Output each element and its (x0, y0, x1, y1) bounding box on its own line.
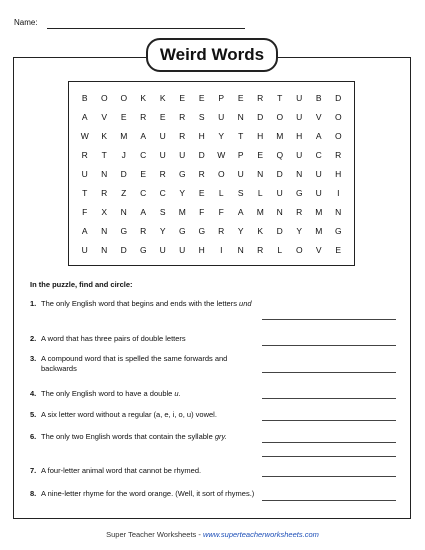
question-6 (30, 432, 260, 442)
grid-letter[interactable]: E (335, 244, 342, 255)
grid-letter[interactable]: O (334, 111, 342, 122)
grid-letter[interactable]: S (159, 206, 166, 217)
answer-line-4[interactable] (262, 398, 396, 399)
grid-letter[interactable]: H (296, 130, 303, 141)
grid-letter[interactable]: M (315, 225, 323, 236)
question-text: The only English word to have a double u. (41, 389, 181, 398)
question-text: A compound word that is spelled the same forwards and backwards (41, 354, 228, 373)
question-7 (30, 466, 260, 476)
grid-letter[interactable]: N (101, 168, 108, 179)
grid-letter[interactable]: V (315, 244, 322, 255)
grid-letter[interactable]: N (276, 206, 283, 217)
answer-line-3[interactable] (262, 372, 396, 373)
answer-line-2[interactable] (262, 345, 396, 346)
grid-letter[interactable]: D (257, 111, 264, 122)
grid-letter[interactable]: U (315, 187, 322, 198)
name-label: Name: (14, 18, 38, 27)
grid-letter[interactable]: J (121, 149, 126, 160)
grid-letter[interactable]: V (315, 111, 322, 122)
grid-letter[interactable]: R (179, 130, 186, 141)
grid-letter[interactable]: G (178, 225, 186, 236)
grid-letter[interactable]: P (218, 92, 225, 103)
grid-letter[interactable]: U (296, 111, 303, 122)
answer-line-6a[interactable] (262, 442, 396, 443)
grid-letter[interactable]: R (101, 187, 108, 198)
grid-letter[interactable]: A (237, 206, 244, 217)
instructions: In the puzzle, find and circle: (30, 280, 133, 289)
grid-letter[interactable]: O (276, 111, 284, 122)
grid-letter[interactable]: A (81, 225, 88, 236)
grid-letter[interactable]: R (198, 168, 205, 179)
question-number: 7. (30, 466, 37, 475)
grid-letter[interactable]: U (179, 244, 186, 255)
grid-letter[interactable]: U (81, 244, 88, 255)
grid-letter[interactable]: U (179, 149, 186, 160)
grid-letter[interactable]: F (199, 206, 205, 217)
question-4 (30, 389, 260, 399)
grid-letter[interactable]: S (237, 187, 244, 198)
grid-letter[interactable]: O (295, 244, 303, 255)
question-8 (30, 489, 260, 499)
grid-letter[interactable]: G (334, 225, 342, 236)
grid-letter[interactable]: Y (159, 225, 166, 236)
question-number: 8. (30, 489, 37, 498)
grid-letter[interactable]: A (140, 130, 147, 141)
grid-letter[interactable]: M (178, 206, 186, 217)
grid-letter[interactable]: K (140, 92, 147, 103)
grid-letter[interactable]: N (335, 206, 342, 217)
grid-letter[interactable]: M (256, 206, 264, 217)
answer-line-5[interactable] (262, 420, 396, 421)
grid-letter[interactable]: T (238, 130, 244, 141)
grid-letter[interactable]: Z (121, 187, 127, 198)
footer-text: Super Teacher Worksheets - (106, 530, 203, 539)
grid-letter[interactable]: Y (179, 187, 186, 198)
page-title: Weird Words (146, 38, 278, 72)
grid-letter[interactable]: D (120, 244, 127, 255)
grid-letter[interactable]: E (120, 111, 127, 122)
grid-letter[interactable]: N (101, 244, 108, 255)
answer-line-8[interactable] (262, 500, 396, 501)
grid-letter[interactable]: F (82, 206, 88, 217)
grid-letter[interactable]: G (198, 225, 206, 236)
grid-letter[interactable]: N (237, 244, 244, 255)
grid-letter[interactable]: K (257, 225, 264, 236)
grid-letter[interactable]: A (315, 130, 322, 141)
grid-letter[interactable]: L (218, 187, 224, 198)
grid-letter[interactable]: U (81, 168, 88, 179)
question-text: A six letter word without a regular (a, e, i, o, u) vowel. (41, 410, 217, 419)
grid-letter[interactable]: Y (237, 225, 244, 236)
question-number: 3. (30, 354, 37, 363)
grid-letter[interactable]: U (159, 130, 166, 141)
grid-letter[interactable]: S (198, 111, 205, 122)
grid-letter[interactable]: U (315, 168, 322, 179)
grid-letter[interactable]: E (159, 111, 166, 122)
grid-letter[interactable]: E (198, 187, 205, 198)
answer-line-1[interactable] (262, 319, 396, 320)
grid-letter[interactable]: R (140, 111, 147, 122)
grid-letter[interactable]: A (81, 111, 88, 122)
grid-letter[interactable]: W (80, 130, 89, 141)
question-1 (30, 299, 260, 309)
grid-letter[interactable]: Q (276, 149, 284, 160)
grid-letter[interactable]: R (140, 225, 147, 236)
grid-letter[interactable]: I (220, 244, 223, 255)
footer-link[interactable]: www.superteacherworksheets.com (202, 530, 319, 539)
question-number: 1. (30, 299, 37, 308)
grid-letter[interactable]: R (159, 168, 166, 179)
grid-letter[interactable]: M (315, 206, 323, 217)
grid-letter[interactable]: W (217, 149, 226, 160)
grid-letter[interactable]: R (218, 225, 225, 236)
grid-letter[interactable]: O (100, 92, 108, 103)
question-number: 4. (30, 389, 37, 398)
grid-letter[interactable]: D (276, 225, 283, 236)
question-text: A four-letter animal word that cannot be rhymed. (41, 466, 202, 475)
answer-line-6b[interactable] (262, 456, 396, 457)
grid-letter[interactable]: H (257, 130, 264, 141)
grid-letter[interactable]: X (101, 206, 108, 217)
grid-letter[interactable]: D (120, 168, 127, 179)
grid-letter[interactable]: R (257, 92, 264, 103)
grid-letter[interactable]: B (315, 92, 322, 103)
grid-letter[interactable]: K (159, 92, 166, 103)
grid-letter[interactable]: N (296, 168, 303, 179)
grid-letter[interactable]: U (276, 187, 283, 198)
grid-letter[interactable]: M (276, 130, 284, 141)
grid-letter[interactable]: U (296, 92, 303, 103)
grid-letter[interactable]: E (179, 92, 186, 103)
grid-letter[interactable]: L (277, 244, 283, 255)
grid-letter[interactable]: E (257, 149, 264, 160)
answer-line-7[interactable] (262, 476, 396, 477)
grid-letter[interactable]: H (335, 168, 342, 179)
grid-letter[interactable]: H (198, 130, 205, 141)
grid-letter[interactable]: G (120, 225, 128, 236)
grid-letter[interactable]: U (159, 149, 166, 160)
grid-letter[interactable]: B (81, 92, 88, 103)
grid-letter[interactable]: D (198, 149, 205, 160)
grid-letter[interactable]: G (295, 187, 303, 198)
grid-letter[interactable]: T (101, 149, 107, 160)
question-text: The only English word that begins and ends with the letters und (41, 299, 252, 308)
grid-letter[interactable]: C (159, 187, 166, 198)
grid-letter[interactable]: R (335, 149, 342, 160)
grid-letter[interactable]: O (217, 168, 225, 179)
grid-letter[interactable]: R (257, 244, 264, 255)
grid-letter[interactable]: U (237, 168, 244, 179)
grid-letter[interactable]: U (296, 149, 303, 160)
grid-letter[interactable]: P (237, 149, 244, 160)
grid-letter[interactable]: F (218, 206, 224, 217)
grid-letter[interactable]: U (218, 111, 225, 122)
grid-letter[interactable]: H (198, 244, 205, 255)
question-text: A nine-letter rhyme for the word orange. (Well, it sort of rhymes.) (41, 489, 255, 498)
grid-letter[interactable]: E (198, 92, 205, 103)
word-search-box (68, 81, 355, 266)
grid-letter[interactable]: T (82, 187, 88, 198)
grid-letter[interactable]: G (178, 168, 186, 179)
grid-letter[interactable]: R (179, 111, 186, 122)
grid-letter[interactable]: I (337, 187, 340, 198)
grid-letter[interactable]: T (277, 92, 283, 103)
grid-letter[interactable]: V (101, 111, 108, 122)
grid-letter[interactable]: C (140, 149, 147, 160)
grid-letter[interactable]: E (237, 92, 244, 103)
grid-letter[interactable]: U (159, 244, 166, 255)
footer (0, 530, 425, 539)
grid-letter[interactable]: E (140, 168, 147, 179)
question-text: A word that has three pairs of double letters (41, 334, 186, 343)
grid-letter[interactable]: R (81, 149, 88, 160)
name-field[interactable] (47, 28, 245, 29)
grid-letter[interactable]: D (276, 168, 283, 179)
grid-letter[interactable]: N (237, 111, 244, 122)
question-number: 2. (30, 334, 37, 343)
grid-letter[interactable]: N (101, 225, 108, 236)
grid-letter[interactable]: D (335, 92, 342, 103)
grid-letter[interactable]: Y (218, 130, 225, 141)
grid-letter[interactable]: Y (296, 225, 303, 236)
question-2 (30, 334, 260, 344)
question-number: 6. (30, 432, 37, 441)
grid-letter[interactable]: A (140, 206, 147, 217)
grid-letter[interactable]: G (139, 244, 147, 255)
grid-letter[interactable]: O (334, 130, 342, 141)
grid-letter[interactable]: N (257, 168, 264, 179)
grid-letter[interactable]: C (315, 149, 322, 160)
grid-letter[interactable]: M (120, 130, 128, 141)
grid-letter[interactable]: K (101, 130, 108, 141)
grid-letter[interactable]: L (257, 187, 263, 198)
question-5 (30, 410, 260, 420)
grid-letter[interactable]: R (296, 206, 303, 217)
word-search-grid (75, 88, 348, 259)
question-number: 5. (30, 410, 37, 419)
grid-letter[interactable]: O (120, 92, 128, 103)
question-3 (30, 354, 260, 374)
grid-letter[interactable]: N (120, 206, 127, 217)
question-text: The only two English words that contain the syllable gry. (41, 432, 227, 441)
grid-letter[interactable]: C (140, 187, 147, 198)
